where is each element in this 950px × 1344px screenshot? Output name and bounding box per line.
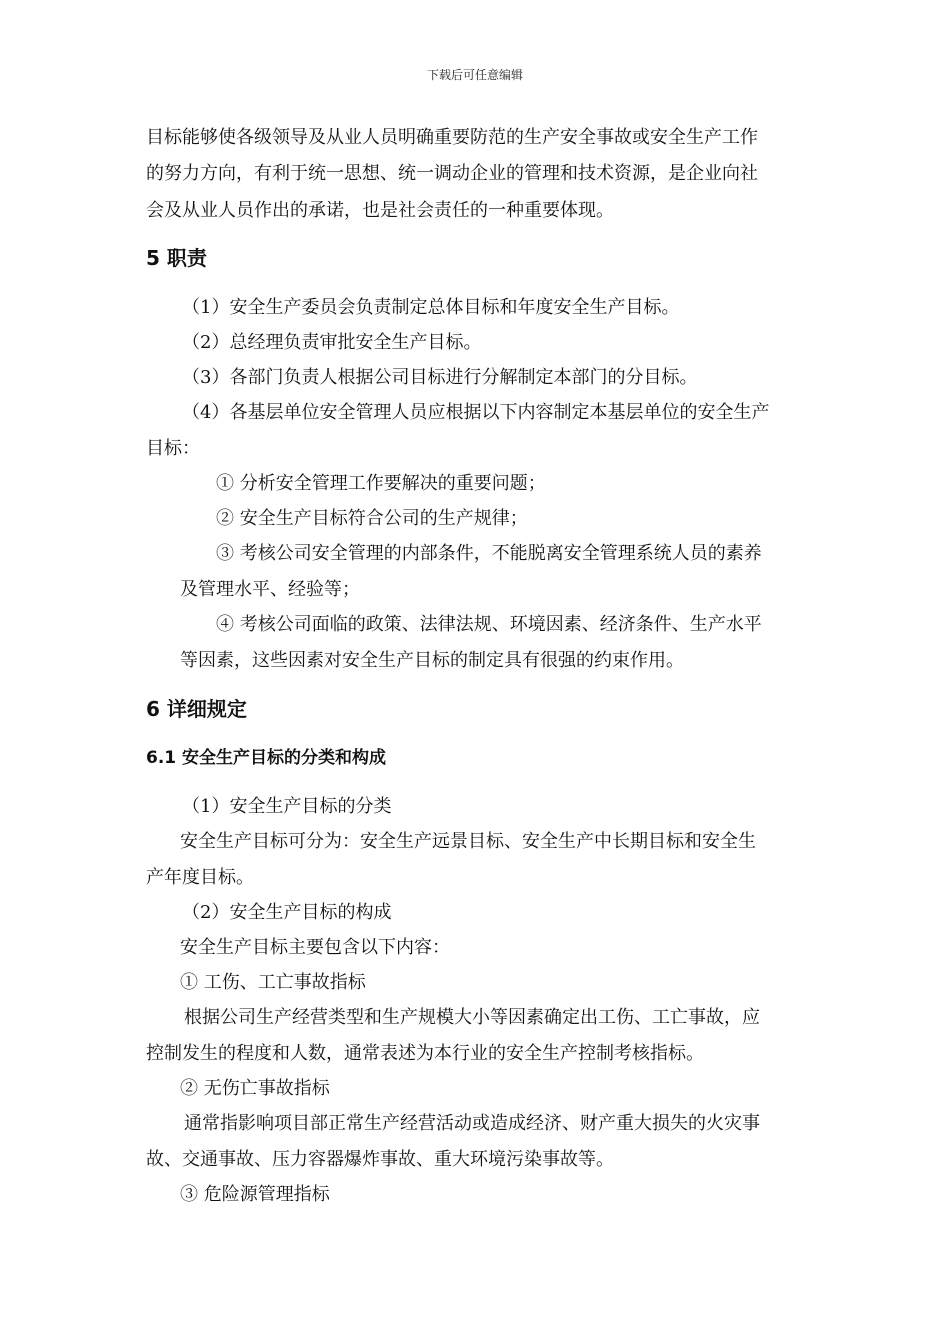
duty-line: ④ 考核公司面临的政策、法律法规、环境因素、经济条件、生产水平 <box>216 614 762 635</box>
duty-line: 目标： <box>146 438 200 459</box>
duty-line: （3）各部门负责人根据公司目标进行分解制定本部门的分目标。 <box>182 367 698 388</box>
duty-line: （2）总经理负责审批安全生产目标。 <box>182 332 482 353</box>
rule-line: 安全生产目标可分为：安全生产远景目标、安全生产中长期目标和安全生 <box>180 831 756 852</box>
section-5-title: 5 职责 <box>146 246 207 270</box>
rule-line: ② 无伤亡事故指标 <box>180 1078 330 1099</box>
duty-line: 及管理水平、经验等； <box>180 579 360 600</box>
duty-line: ① 分析安全管理工作要解决的重要问题； <box>216 473 546 494</box>
intro-line: 的努力方向，有利于统一思想、统一调动企业的管理和技术资源，是企业向社 <box>146 163 758 184</box>
rule-line: 安全生产目标主要包含以下内容： <box>180 937 450 958</box>
rule-line: （1）安全生产目标的分类 <box>182 796 392 817</box>
intro-line: 会及从业人员作出的承诺，也是社会责任的一种重要体现。 <box>146 200 614 221</box>
rule-line: ① 工伤、工亡事故指标 <box>180 972 366 993</box>
page-header-note: 下载后可任意编辑 <box>426 68 523 82</box>
rule-line: 产年度目标。 <box>146 867 254 888</box>
duty-line: （1）安全生产委员会负责制定总体目标和年度安全生产目标。 <box>182 297 680 318</box>
rule-line: 根据公司生产经营类型和生产规模大小等因素确定出工伤、工亡事故，应 <box>184 1007 760 1028</box>
rule-line: 通常指影响项目部正常生产经营活动或造成经济、财产重大损失的火灾事 <box>184 1113 760 1134</box>
duty-line: （4）各基层单位安全管理人员应根据以下内容制定本基层单位的安全生产 <box>182 402 770 423</box>
duty-line: 等因素，这些因素对安全生产目标的制定具有很强的约束作用。 <box>180 650 684 671</box>
rule-line: 控制发生的程度和人数，通常表述为本行业的安全生产控制考核指标。 <box>146 1043 704 1064</box>
rule-line: ③ 危险源管理指标 <box>180 1184 330 1205</box>
rule-line: （2）安全生产目标的构成 <box>182 902 392 923</box>
section-6-title: 6 详细规定 <box>146 697 247 721</box>
section-6-1-title: 6.1 安全生产目标的分类和构成 <box>146 748 387 768</box>
duty-line: ③ 考核公司安全管理的内部条件，不能脱离安全管理系统人员的素养 <box>216 543 762 564</box>
duty-line: ② 安全生产目标符合公司的生产规律； <box>216 508 528 529</box>
rule-line: 故、交通事故、压力容器爆炸事故、重大环境污染事故等。 <box>146 1149 614 1170</box>
intro-line: 目标能够使各级领导及从业人员明确重要防范的生产安全事故或安全生产工作 <box>146 127 758 148</box>
